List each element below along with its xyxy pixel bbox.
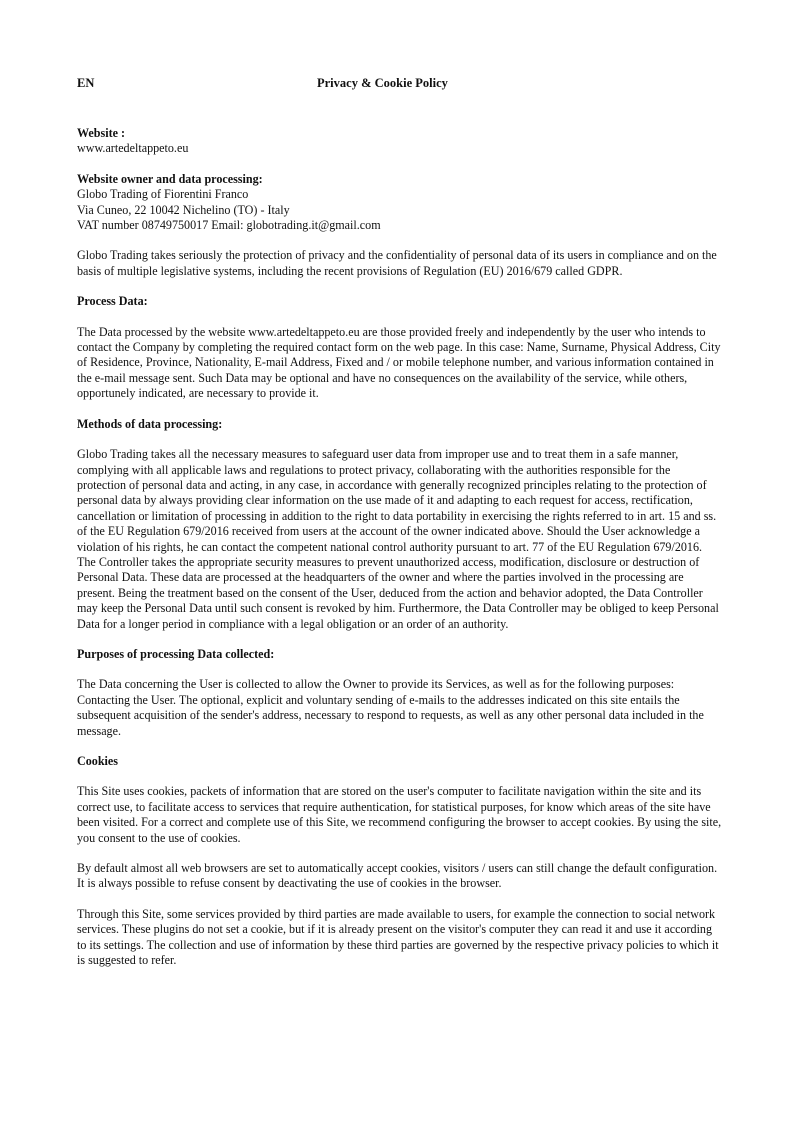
section-purposes	[77, 647, 722, 739]
website-block	[77, 126, 722, 157]
website-label: Website :	[77, 126, 126, 140]
section-methods	[77, 417, 722, 632]
section-paragraph: This Site uses cookies, packets of information that are stored on the user's computer to facilitate navigation within the site and its correct use, to facilitate access to services that require authentication, for statistical purposes, for know which areas of the site have been visited. For a correct and complete use of this Site, we recommend configuring the browser to accept cookies. By using the site, you consent to the use of cookies.	[77, 784, 722, 845]
language-code: EN	[77, 76, 95, 90]
section-heading: Cookies	[77, 754, 118, 768]
document-header	[77, 76, 722, 94]
section-heading: Process Data:	[77, 294, 148, 309]
section-paragraph: By default almost all web browsers are set to automatically accept cookies, visitors / users can still change the default configuration. It is always possible to refuse consent by deactivating the use of cookies in the browser.	[77, 861, 718, 891]
section-heading: Methods of data processing:	[77, 416, 223, 431]
owner-label: Website owner and data processing:	[77, 171, 263, 186]
section-cookies	[77, 754, 722, 968]
owner-block	[77, 172, 722, 234]
section-paragraph: Globo Trading takes all the necessary measures to safeguard user data from improper use and to treat them in a safe manner, complying with all applicable laws and regulations to protect privacy, collaborating with the authorities responsible for the protection of personal data and acting, in any case, in accordance with generally recognized principles relating to the protection of personal data by always providing clear information on the use made of it and adapting to each request for access, rectification, cancellation or limitation of processing in addition to the right to data portability in exercising the rights referred to in art. 15 and ss. of the EU Regulation 679/2016 received from users at the account of the owner indicated above. Should the User acknowledge a violation of his rights, he can contact the competent national control authority pursuant to art. 77 of the EU Regulation 679/2016. The Controller takes the appropriate security measures to prevent unauthorized access, modification, disclosure or destruction of Personal Data. These data are processed at the headquarters of the owner and where the parties involved in the processing are present. Being the treatment based on the consent of the User, deduced from the action and behavior adopted, the Data Controller may keep the Personal Data until such consent is revoked by him. Furthermore, the Data Controller may be obliged to keep Personal Data for a longer period in compliance with a legal obligation or an order of an authority.	[77, 447, 719, 631]
website-url: www.artedeltappeto.eu	[77, 141, 189, 156]
section-process-data	[77, 294, 722, 401]
section-paragraph: The Data processed by the website www.artedeltappeto.eu are those provided freely and independently by the user who intends to contact the Company by completing the required contact form on the web page. In this case: Name, Surname, Physical Address, City of Residence, Province, Nationality, E-mail Address, Fixed and / or mobile telephone number, and various information contained in the e-mail message sent. Such Data may be optional and have no consequences on the availability of the service, while others, opportunely indicated, are necessary to provide it.	[77, 324, 721, 401]
owner-vat-email: VAT number 08749750017 Email: globotrading.it@gmail.com	[77, 218, 381, 233]
section-paragraph: The Data concerning the User is collected to allow the Owner to provide its Services, as well as for the following purposes: Contacting the User. The optional, explicit and voluntary sending of e-mails to the addresses indicated on this site entails the subsequent acquisition of the sender's address, necessary to respond to requests, as well as any other personal data included in the message.	[77, 677, 704, 738]
section-heading: Purposes of processing Data collected:	[77, 646, 275, 661]
section-paragraph: Through this Site, some services provided by third parties are made available to users, for example the connection to social network services. These plugins do not set a cookie, but if it is already present on the visitor's computer they can read it and use it according to its settings. The collection and use of information by these third parties are governed by the respective privacy policies to which it is suggested to refer.	[77, 906, 719, 968]
intro-paragraph: Globo Trading takes seriously the protection of privacy and the confidentiality of personal data of its users in compliance and on the basis of multiple legislative systems, including the recent provisions of Regulation (EU) 2016/679 called GDPR.	[77, 248, 717, 278]
owner-name: Globo Trading of Fiorentini Franco	[77, 187, 249, 202]
document-title: Privacy & Cookie Policy	[317, 76, 448, 90]
owner-address: Via Cuneo, 22 10042 Nichelino (TO) - Italy	[77, 202, 290, 217]
document-page	[77, 76, 722, 983]
